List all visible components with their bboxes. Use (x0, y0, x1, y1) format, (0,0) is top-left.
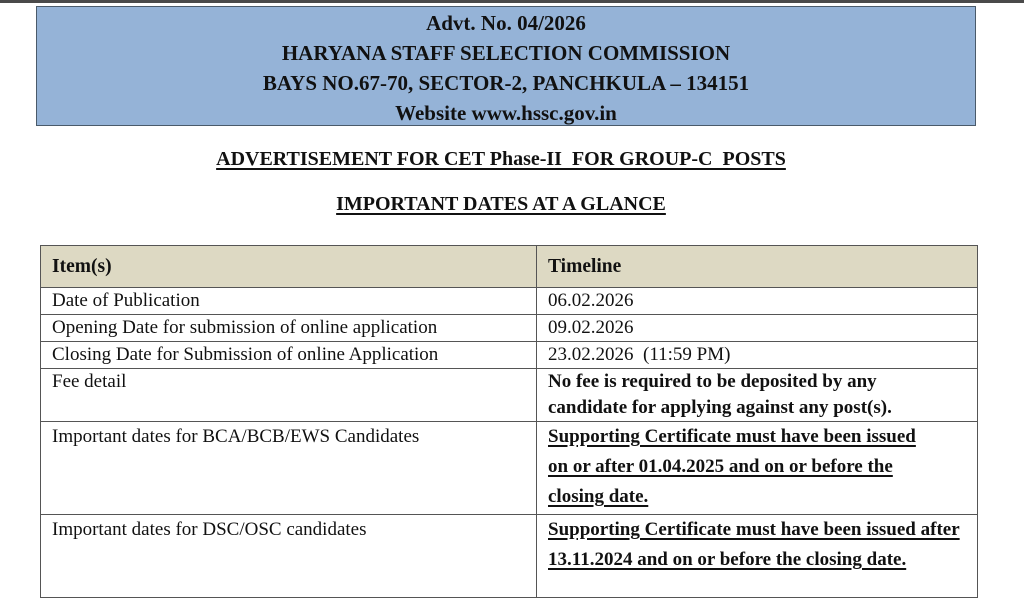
organization-website: Website www.hssc.gov.in (395, 101, 617, 125)
advertisement-title: ADVERTISEMENT FOR CET Phase-II FOR GROUP-C POSTS (216, 148, 786, 170)
item-cell: Opening Date for submission of online application (41, 315, 537, 342)
advt-number: Advt. No. 04/2026 (426, 11, 586, 35)
table-row (41, 288, 978, 315)
timeline-cell: 23.02.2026 (11:59 PM) (537, 342, 978, 369)
timeline-cell: 06.02.2026 (537, 288, 978, 315)
header-box (36, 6, 976, 126)
timeline-cell: 09.02.2026 (537, 315, 978, 342)
table-header-row (41, 246, 978, 288)
table-row (41, 342, 978, 369)
item-cell: Closing Date for Submission of online Application (41, 342, 537, 369)
item-cell: Important dates for BCA/BCB/EWS Candidates (41, 422, 537, 515)
table-row (41, 422, 978, 515)
important-dates-table (40, 245, 978, 598)
timeline-cell: No fee is required to be deposited by any candidate for applying against any post(s). (537, 369, 978, 422)
column-header-items: Item(s) (41, 246, 537, 288)
table-row (41, 315, 978, 342)
column-header-timeline: Timeline (537, 246, 978, 288)
organization-address: BAYS NO.67-70, SECTOR-2, PANCHKULA – 134151 (262, 71, 750, 95)
table-row (41, 369, 978, 422)
important-dates-title: IMPORTANT DATES AT A GLANCE (336, 193, 666, 215)
organization-name: HARYANA STAFF SELECTION COMMISSION (281, 41, 731, 65)
table-row (41, 515, 978, 598)
item-cell: Fee detail (41, 369, 537, 422)
timeline-cell: Supporting Certificate must have been issued after 13.11.2024 and on or before the closing date. (537, 515, 978, 598)
item-cell: Important dates for DSC/OSC candidates (41, 515, 537, 598)
item-cell: Date of Publication (41, 288, 537, 315)
timeline-cell: Supporting Certificate must have been issued on or after 01.04.2025 and on or before the closing date. (537, 422, 978, 515)
top-border (0, 0, 1024, 3)
